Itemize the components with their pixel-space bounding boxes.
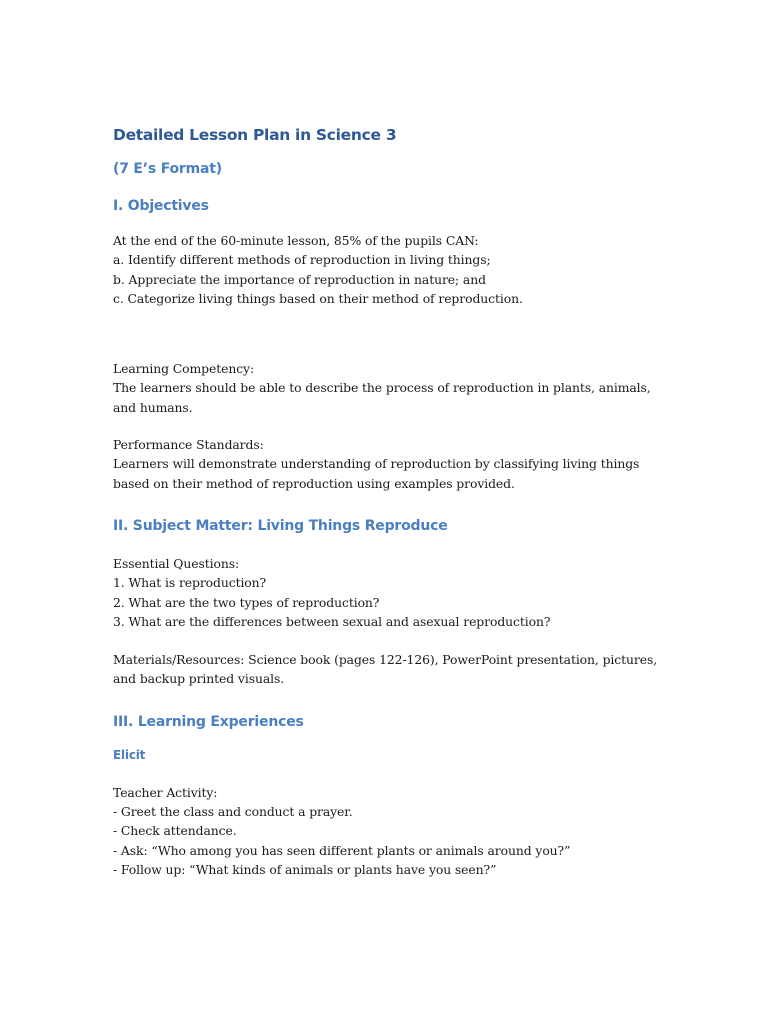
learning-competency xyxy=(113,359,658,417)
materials-text: Materials/Resources: Science book (pages 122-126), PowerPoint presentation, pictures, and backup printed visuals. xyxy=(113,652,658,687)
objectives-intro: At the end of the 60-minute lesson, 85% of the pupils CAN: xyxy=(113,233,479,248)
question-3: 3. What are the differences between sexual and asexual reproduction? xyxy=(113,613,551,629)
performance-standards-label: Performance Standards: xyxy=(113,437,264,453)
objectives-heading: I. Objectives xyxy=(113,198,209,214)
learning-competency-label: Learning Competency: xyxy=(113,361,255,377)
teacher-step-1: - Greet the class and conduct a prayer. xyxy=(113,804,353,820)
essential-questions xyxy=(113,554,658,631)
document-body xyxy=(113,122,658,879)
performance-standards-text: Learners will demonstrate understanding of reproduction by classifying living things based on their method of reproduction using examples provided. xyxy=(113,456,640,491)
question-2: 2. What are the two types of reproduction? xyxy=(113,594,380,610)
objective-b: b. Appreciate the importance of reproduction in nature; and xyxy=(113,271,486,287)
question-1: 1. What is reproduction? xyxy=(113,575,267,591)
materials-resources xyxy=(113,650,658,689)
teacher-activity-label: Teacher Activity: xyxy=(113,784,218,800)
teacher-activity xyxy=(113,783,658,879)
format-subtitle: (7 E’s Format) xyxy=(113,161,222,177)
teacher-step-4: - Follow up: “What kinds of animals or plants have you seen?” xyxy=(113,861,497,877)
document-title: Detailed Lesson Plan in Science 3 xyxy=(113,126,397,144)
performance-standards xyxy=(113,435,658,493)
elicit-heading: Elicit xyxy=(113,747,146,762)
learning-competency-text: The learners should be able to describe the process of reproduction in plants, animals, and humans. xyxy=(113,380,651,415)
essential-questions-label: Essential Questions: xyxy=(113,555,240,571)
objective-c: c. Categorize living things based on their method of reproduction. xyxy=(113,290,523,306)
teacher-step-3: - Ask: “Who among you has seen different plants or animals around you?” xyxy=(113,842,571,858)
teacher-step-2: - Check attendance. xyxy=(113,823,237,839)
subject-matter-heading: II. Subject Matter: Living Things Reproduce xyxy=(113,517,448,534)
learning-experiences-heading: III. Learning Experiences xyxy=(113,713,304,730)
objective-a: a. Identify different methods of reproduction in living things; xyxy=(113,252,491,268)
objectives-list xyxy=(113,231,658,308)
